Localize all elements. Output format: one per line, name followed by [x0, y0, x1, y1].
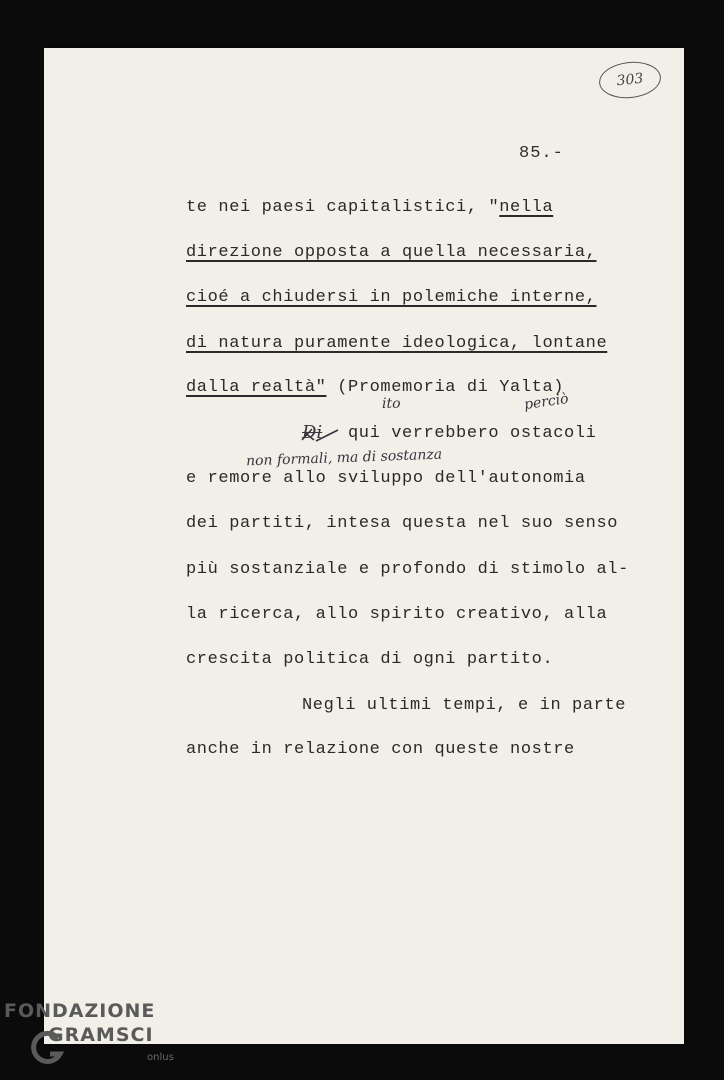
archive-number: 303 [615, 70, 645, 90]
fondazione-gramsci-watermark [4, 1000, 194, 1072]
watermark-line2: GRAMSCI [48, 1024, 154, 1046]
text-line-12: Negli ultimi tempi, e in parte [302, 696, 627, 715]
text-line-8: dei partiti, intesa questa nel suo senso [186, 514, 619, 533]
text-line-1-plain: te nei paesi capitalistici, " [186, 198, 500, 217]
strike-scribble-icon [300, 426, 342, 444]
handwritten-margin-insert: non formali, ma di sostanza [245, 446, 443, 470]
handwritten-insert-ito: ito [382, 396, 401, 412]
text-line-7: e remore allo sviluppo dell'autonomia [186, 469, 586, 488]
text-line-9: più sostanziale e profondo di stimolo al- [186, 560, 629, 579]
text-line-10: la ricerca, allo spirito creativo, alla [186, 605, 608, 624]
text-line-11: crescita politica di ogni partito. [186, 650, 554, 669]
text-line-3: cioé a chiudersi in polemiche interne, [186, 288, 597, 307]
text-line-4: di natura puramente ideologica, lontane [186, 334, 608, 353]
document-page [44, 48, 684, 1044]
page-number: 85.- [519, 144, 564, 163]
text-line-5 [186, 378, 564, 397]
text-line-2: direzione opposta a quella necessaria, [186, 243, 597, 262]
watermark-sub: onlus [147, 1052, 174, 1063]
text-line-1 [186, 198, 553, 217]
text-line-5-underlined: dalla realtà" [186, 378, 327, 397]
text-line-6: qui verrebbero ostacoli [348, 424, 597, 443]
text-line-5-plain: (Promemoria di Yalta) [326, 378, 565, 397]
text-line-13: anche in relazione con queste nostre [186, 740, 575, 759]
handwritten-insert-percio: perciò [523, 390, 570, 414]
archive-number-stamp [597, 59, 662, 101]
handwritten-struck-word: Di [302, 422, 323, 443]
watermark-line1: FONDAZIONE [4, 1000, 156, 1022]
text-line-1-underlined: nella [499, 198, 554, 217]
